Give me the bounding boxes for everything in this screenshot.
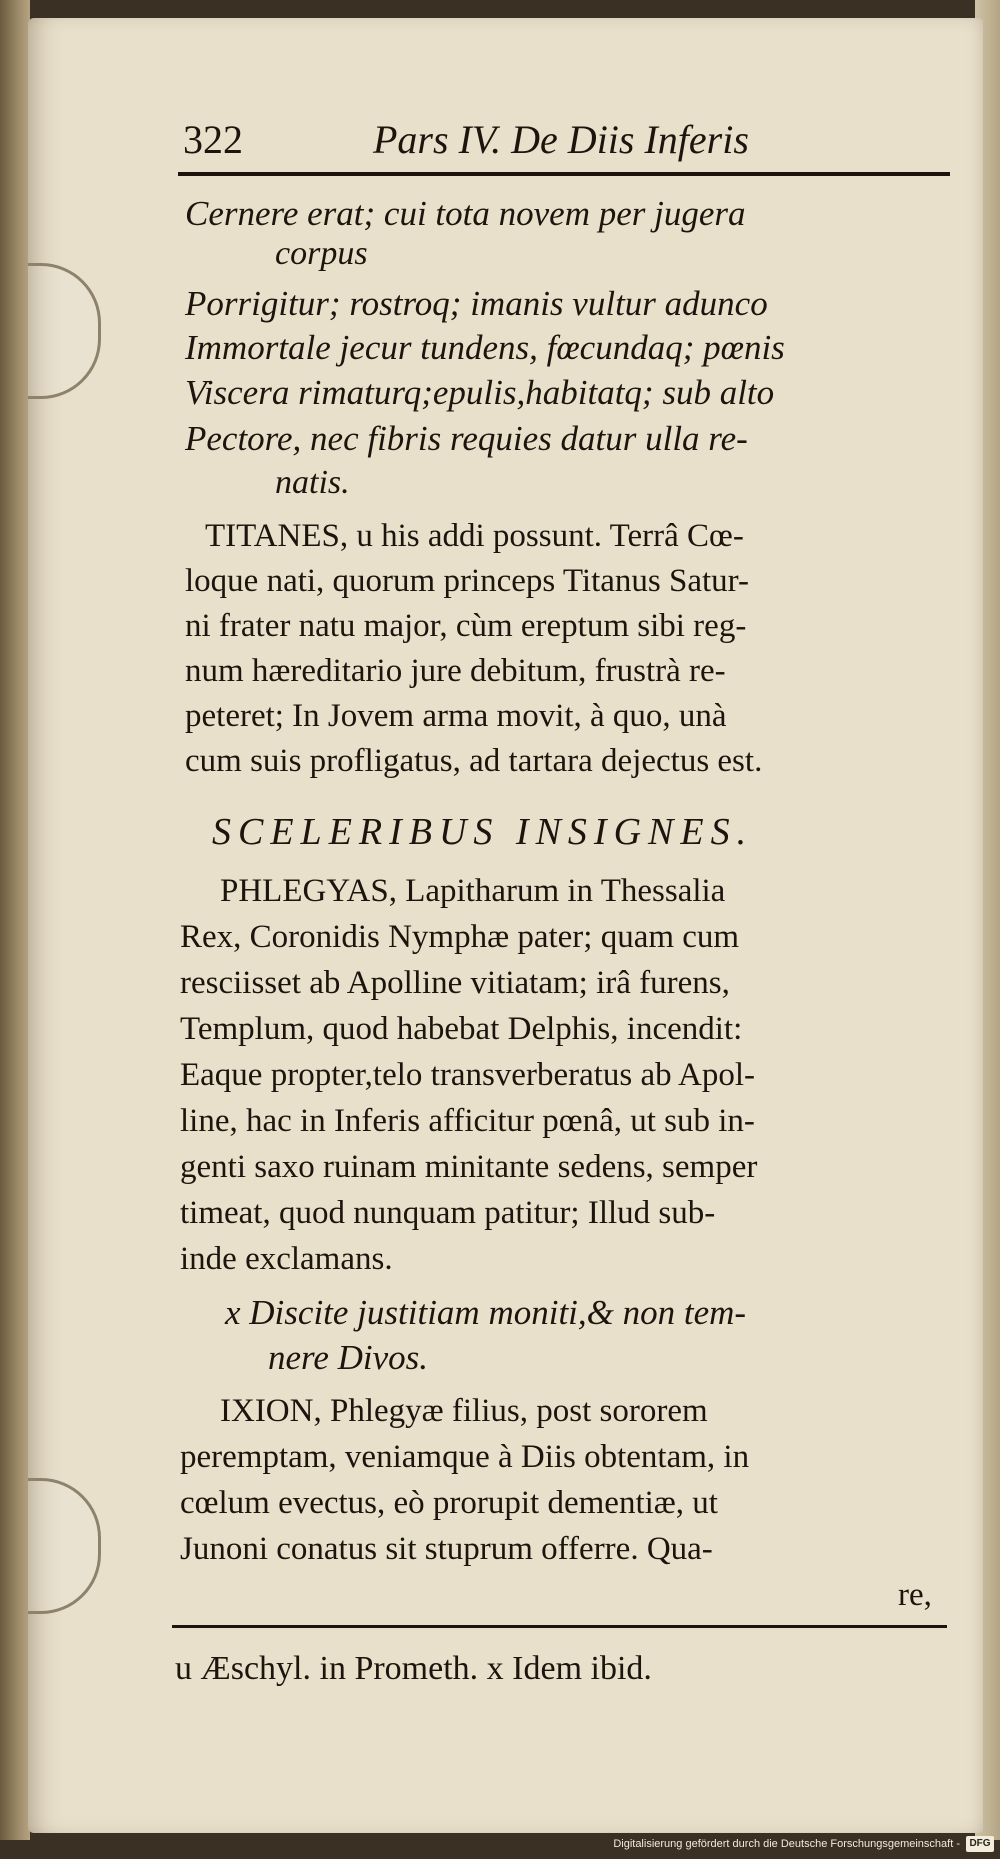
text-line: natis. xyxy=(275,464,350,501)
footnote-rule xyxy=(172,1625,947,1628)
page-clip-bottom xyxy=(28,1478,101,1614)
text-line: cœlum evectus, eò prorupit dementiæ, ut xyxy=(180,1485,718,1521)
text-line: Templum, quod habebat Delphis, incendit: xyxy=(180,1011,743,1047)
text-line: Pectore, nec fibris requies datur ulla re- xyxy=(185,419,748,458)
text-line: inde exclamans. xyxy=(180,1241,393,1277)
text-line: PHLEGYAS, Lapitharum in Thessalia xyxy=(220,873,726,909)
text-line: num hæreditario jure debitum, frustrà re- xyxy=(185,653,726,689)
text-line: Cernere erat; cui tota novem per jugera xyxy=(185,194,746,233)
catchword: re, xyxy=(898,1577,932,1613)
text-line: genti saxo ruinam minitante sedens, semper xyxy=(180,1149,758,1185)
book-spine-edge xyxy=(0,0,30,1840)
text-line: loque nati, quorum princeps Titanus Satur- xyxy=(185,563,749,599)
text-line: resciisset ab Apolline vitiatam; irâ furens, xyxy=(180,965,730,1001)
running-title: Pars IV. De Diis Inferis xyxy=(373,117,749,162)
dfg-logo-text: DFG xyxy=(969,1838,991,1849)
text-line: Junoni conatus sit stuprum offerre. Qua- xyxy=(180,1531,713,1567)
text-line: IXION, Phlegyæ filius, post sororem xyxy=(220,1393,708,1429)
text-line: ni frater natu major, cùm ereptum sibi reg- xyxy=(185,608,747,644)
text-line: peremptam, veniamque à Diis obtentam, in xyxy=(180,1439,750,1475)
page-clip-top xyxy=(28,263,101,399)
text-line: Immortale jecur tundens, fœcundaq; pœnis xyxy=(185,328,785,367)
text-line: nere Divos. xyxy=(268,1338,429,1377)
section-heading: SCELERIBUS INSIGNES. xyxy=(212,811,754,853)
dfg-logo xyxy=(966,1836,994,1852)
text-line: Eaque propter,telo transverberatus ab Apol- xyxy=(180,1057,756,1093)
text-line: corpus xyxy=(275,235,368,272)
digitization-credit: Digitalisierung gefördert durch die Deutsche Forschungsgemeinschaft - xyxy=(613,1838,960,1850)
text-line: Porrigitur; rostroq; imanis vultur adunco xyxy=(185,284,768,323)
text-line: TITANES, u his addi possunt. Terrâ Cœ- xyxy=(205,518,744,554)
running-header xyxy=(183,108,953,168)
header-rule xyxy=(178,172,950,176)
text-line: timeat, quod nunquam patitur; Illud sub- xyxy=(180,1195,716,1231)
text-line: line, hac in Inferis afficitur pœnâ, ut sub in- xyxy=(180,1103,755,1139)
text-line: x Discite justitiam moniti,& non tem- xyxy=(225,1293,747,1332)
text-line: Rex, Coronidis Nymphæ pater; quam cum xyxy=(180,919,740,955)
text-line: cum suis profligatus, ad tartara dejectus est. xyxy=(185,743,763,779)
text-line: peteret; In Jovem arma movit, à quo, unà xyxy=(185,698,727,734)
text-line: Viscera rimaturq;epulis,habitatq; sub alto xyxy=(185,373,775,412)
page-number: 322 xyxy=(183,117,243,162)
footnote: u Æschyl. in Prometh. x Idem ibid. xyxy=(175,1650,652,1687)
